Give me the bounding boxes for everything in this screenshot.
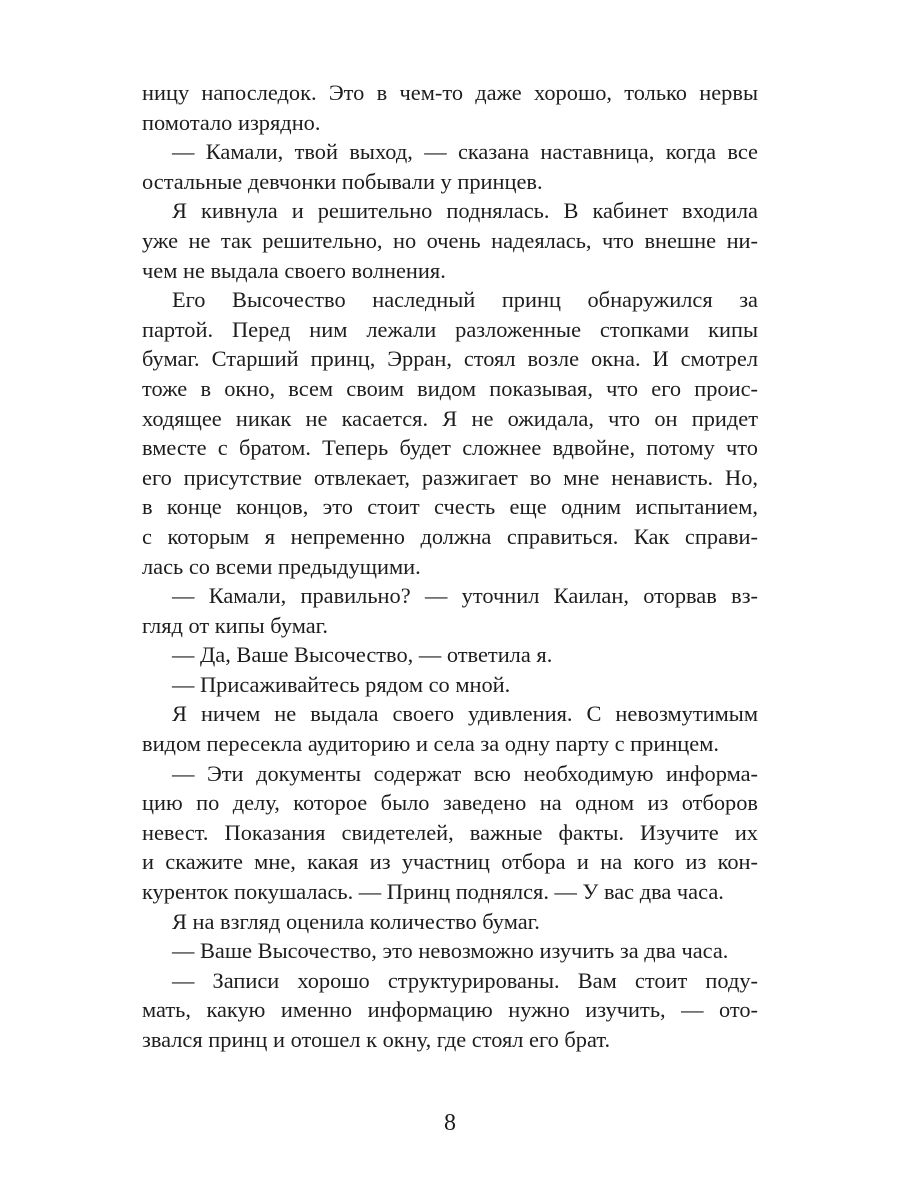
text-line: и скажите мне, какая из участниц отбора и на кого из кон- <box>142 849 758 875</box>
text-line: Я кивнула и решительно поднялась. В кабинет входила <box>172 198 758 224</box>
text-line: Его Высочество наследный принц обнаружился за <box>172 287 758 313</box>
text-line: вместе с братом. Теперь будет сложнее вдвойне, потому что <box>142 435 758 461</box>
text-line: остальные девчонки побывали у принцев. <box>142 168 543 194</box>
text-line: чем не выдала своего волнения. <box>142 257 446 283</box>
text-line: тоже в окно, всем своим видом показывая, что его проис- <box>142 375 758 401</box>
text-line: уже не так решительно, но очень надеялась, что внешне ни- <box>142 227 758 253</box>
text-line: его присутствие отвлекает, разжигает во мне ненависть. Но, <box>142 464 758 490</box>
text-line: — Присаживайтесь рядом со мной. <box>172 671 511 697</box>
text-line: — Камали, правильно? — уточнил Каилан, оторвав вз- <box>172 583 758 609</box>
text-line: невест. Показания свидетелей, важные факты. Изучите их <box>142 819 758 845</box>
text-line: лась со всеми предыдущими. <box>142 553 421 579</box>
text-line: партой. Перед ним лежали разложенные стопками кипы <box>142 316 758 342</box>
text-line: видом пересекла аудиторию и села за одну парту с принцем. <box>142 731 719 757</box>
page-body-text <box>142 78 758 1055</box>
text-line: помотало изрядно. <box>142 109 321 135</box>
text-line: — Эти документы содержат всю необходимую информа- <box>172 760 758 786</box>
text-line: — Ваше Высочество, это невозможно изучить за два часа. <box>172 938 729 964</box>
text-line: ницу напоследок. Это в чем-то даже хорошо, только нервы <box>142 80 758 105</box>
text-line: бумаг. Старший принц, Эрран, стоял возле окна. И смотрел <box>142 346 758 372</box>
text-line: мать, какую именно информацию нужно изучить, — ото- <box>142 997 758 1023</box>
text-line: в конце концов, это стоит счесть еще одним испытанием, <box>142 494 758 520</box>
text-line: Я на взгляд оценила количество бумаг. <box>172 908 540 934</box>
text-line: гляд от кипы бумаг. <box>142 612 328 638</box>
text-line: ходящее никак не касается. Я не ожидала, что он придет <box>142 405 758 431</box>
text-line: — Записи хорошо структурированы. Вам стоит поду- <box>172 967 758 993</box>
text-line: куренток покушалась. — Принц поднялся. — У вас два часа. <box>142 879 724 905</box>
text-line: цию по делу, которое было заведено на одном из отборов <box>142 790 758 816</box>
text-line: Я ничем не выдала своего удивления. С невозмутимым <box>172 701 758 727</box>
text-line: — Да, Ваше Высочество, — ответила я. <box>172 642 553 668</box>
page-number: 8 <box>444 1110 456 1136</box>
text-line: с которым я непременно должна справиться. Как справи- <box>142 523 758 549</box>
text-line: — Камали, твой выход, — сказана наставница, когда все <box>172 139 758 165</box>
text-line: звался принц и отошел к окну, где стоял его брат. <box>142 1027 611 1052</box>
